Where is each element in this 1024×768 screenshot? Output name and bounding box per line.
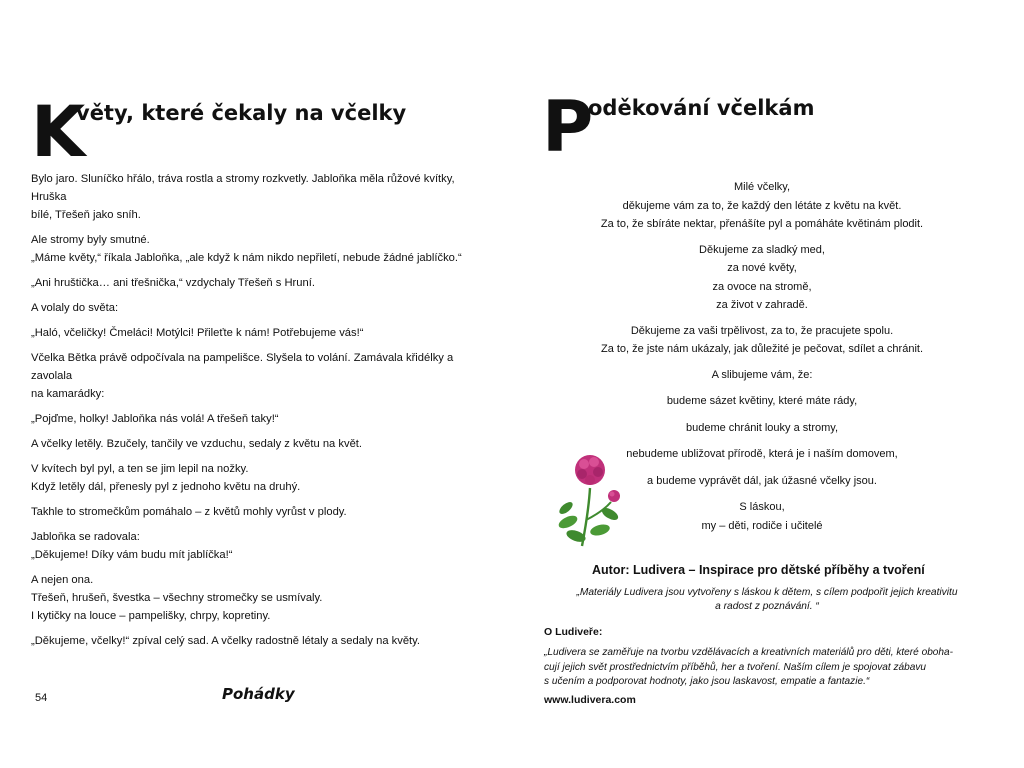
author-heading: Autor: Ludivera – Inspirace pro dětské příběhy a tvoření bbox=[592, 563, 925, 577]
story-paragraph-line: A nejen ona. bbox=[31, 574, 94, 586]
story-paragraph bbox=[31, 528, 491, 564]
website-link[interactable]: www.ludivera.com bbox=[544, 694, 636, 706]
story-paragraph-line: Když letěly dál, přenesly pyl z jednoho květu na druhý. bbox=[31, 481, 301, 493]
poem-stanza-line: Za to, že jste nám ukázaly, jak důležité je pečovat, sdílet a chránit. bbox=[600, 343, 923, 355]
poem-stanza-line: nebudeme ubližovat přírodě, která je i naším domovem, bbox=[626, 448, 898, 460]
poem-stanza-line: budeme chránit louky a stromy, bbox=[685, 421, 839, 434]
poem-stanza-line: děkujeme vám za to, že každý den létáte z květu na květ. bbox=[622, 199, 902, 212]
story-paragraph-line: Takhle to stromečkům pomáhalo – z květů mohly vyrůst v plody. bbox=[31, 506, 347, 518]
poem-stanza bbox=[552, 241, 972, 315]
poem-stanza-line: Děkujeme za sladký med, bbox=[699, 243, 825, 256]
section-label: Pohádky bbox=[222, 685, 295, 703]
story-paragraph-line: Jabloňka se radovala: bbox=[31, 531, 140, 543]
story-paragraph-line: bílé, Třešeň jako sníh. bbox=[31, 209, 141, 221]
story-paragraph-line: na kamarádky: bbox=[31, 388, 105, 400]
story-paragraph bbox=[31, 231, 491, 267]
story-paragraph bbox=[31, 274, 491, 292]
poem-stanza bbox=[552, 322, 972, 359]
story-paragraph-line: „Děkujeme! Díky vám budu mít jablíčka!“ bbox=[31, 549, 233, 561]
story-paragraph bbox=[31, 632, 491, 650]
poem-stanza-line: za nové květy, bbox=[727, 262, 797, 274]
story-paragraph-line: A volaly do světa: bbox=[31, 302, 119, 314]
poem-stanza bbox=[552, 178, 972, 234]
about-heading: O Ludiveře: bbox=[544, 626, 603, 638]
story-paragraph-line: „Pojďme, holky! Jabloňka nás volá! A třešeň taky!“ bbox=[31, 413, 279, 425]
story-paragraph-line: Třešeň, hrušeň, švestka – všechny stromečky se usmívaly. bbox=[31, 592, 323, 604]
story-paragraph bbox=[31, 170, 491, 224]
title-drop-cap: K bbox=[31, 91, 86, 173]
clover-flower-illustration bbox=[556, 450, 626, 550]
left-page bbox=[0, 0, 510, 768]
poem-stanza bbox=[552, 366, 972, 385]
story-paragraph bbox=[31, 571, 491, 625]
story-paragraph-line: „Haló, včeličky! Čmeláci! Motýlci! Přileťte k nám! Potřebujeme vás!“ bbox=[31, 327, 364, 339]
poem-stanza-line: Děkujeme za vaši trpělivost, za to, že pracujete spolu. bbox=[630, 324, 894, 337]
story-paragraph-line: Včelka Bětka právě odpočívala na pampelišce. Slyšela to volání. Zamávala křidélky a zavolala bbox=[31, 352, 454, 382]
poem-stanza-line: za život v zahradě. bbox=[716, 299, 808, 311]
poem-stanza-line: S láskou, bbox=[739, 501, 785, 513]
story-paragraph-line: „Ani hruštička… ani třešnička,“ vzdychaly Třešeň s Hruní. bbox=[31, 277, 315, 289]
author-motto: „Materiály Ludivera jsou vytvořeny s láskou k dětem, s cílem podpořit jejich kreativitu a radost z poznávání. “ bbox=[576, 587, 958, 612]
story-paragraph-line: Ale stromy byly smutné. bbox=[31, 234, 150, 246]
poem-stanza-line: Za to, že sbíráte nektar, přenášíte pyl a pomáháte květinám plodit. bbox=[600, 218, 924, 230]
story-paragraph-line: A včelky letěly. Bzučely, tančily ve vzduchu, sedaly z květu na květ. bbox=[31, 438, 363, 450]
poem-stanza-line: my – děti, rodiče i učitelé bbox=[701, 519, 823, 532]
story-paragraph-line: „Máme květy,“ říkala Jabloňka, „ale když k nám nikdo nepřiletí, nebude žádné jablíčko.“ bbox=[31, 252, 462, 264]
story-paragraph bbox=[31, 349, 491, 403]
story-paragraph bbox=[31, 299, 491, 317]
about-text: „Ludivera se zaměřuje na tvorbu vzdělávacích a kreativních materiálů pro děti, které oboha- cují jejich svět prostřednictvím příběhů, her a tvoření. Naším cílem je spojovat zábavu s učením a podporovat hodnoty, jako jsou laskavost, empatie a fantazie.“ bbox=[544, 647, 954, 687]
story-paragraph-line: I kytičky na louce – pampelišky, chrpy, kopretiny. bbox=[31, 610, 271, 622]
page-title: oděkování včelkám bbox=[588, 96, 815, 120]
story-paragraph-line: Bylo jaro. Sluníčko hřálo, tráva rostla a stromy rozkvetly. Jabloňka měla růžové kvítky, Hruška bbox=[31, 173, 455, 203]
poem-stanza-line: budeme sázet květiny, které máte rády, bbox=[666, 395, 858, 407]
poem-stanza-line: a budeme vyprávět dál, jak úžasné včelky jsou. bbox=[647, 474, 877, 487]
story-paragraph bbox=[31, 435, 491, 453]
poem-stanza-line: A slibujeme vám, že: bbox=[711, 368, 813, 381]
page-number: 54 bbox=[35, 692, 48, 704]
story-paragraph bbox=[31, 503, 491, 521]
poem-stanza bbox=[552, 392, 972, 411]
page-title: věty, které čekaly na včelky bbox=[76, 101, 407, 125]
right-page bbox=[512, 0, 1024, 768]
poem-stanza-line: Milé včelky, bbox=[733, 181, 791, 193]
title-drop-cap: P bbox=[542, 86, 594, 168]
story-text bbox=[31, 170, 491, 657]
poem-stanza bbox=[552, 419, 972, 438]
story-paragraph-line: „Děkujeme, včelky!“ zpíval celý sad. A včelky radostně létaly a sedaly na květy. bbox=[31, 635, 421, 647]
story-paragraph-line: V kvítech byl pyl, a ten se jim lepil na nožky. bbox=[31, 463, 249, 475]
story-paragraph bbox=[31, 410, 491, 428]
poem-stanza-line: za ovoce na stromě, bbox=[712, 280, 812, 293]
story-paragraph bbox=[31, 460, 491, 496]
story-paragraph bbox=[31, 324, 491, 342]
